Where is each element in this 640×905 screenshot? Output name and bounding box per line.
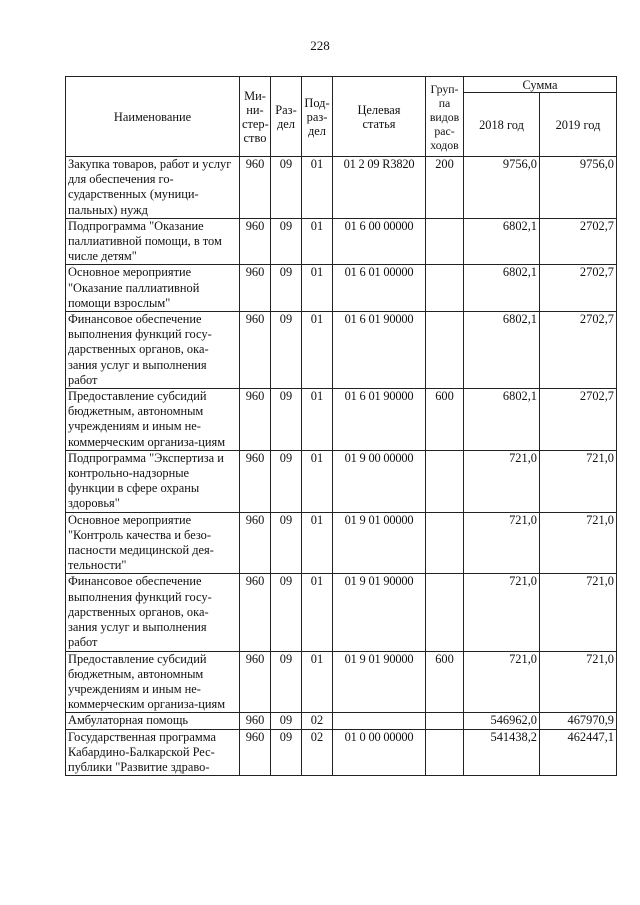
cell-group	[426, 512, 464, 574]
cell-sum-2018: 721,0	[464, 512, 540, 574]
cell-group	[426, 729, 464, 776]
cell-group	[426, 450, 464, 512]
cell-sum-2019: 2702,7	[540, 389, 617, 451]
cell-subsection: 01	[302, 312, 333, 389]
cell-target: 01 0 00 00000	[333, 729, 426, 776]
cell-target: 01 9 01 90000	[333, 651, 426, 713]
cell-sum-2018: 9756,0	[464, 157, 540, 219]
cell-group: 200	[426, 157, 464, 219]
cell-subsection: 01	[302, 651, 333, 713]
cell-ministry: 960	[240, 713, 271, 729]
cell-sum-2018: 546962,0	[464, 713, 540, 729]
header-ministry: Ми- ни- стер- ство	[240, 77, 271, 157]
cell-sum-2018: 6802,1	[464, 218, 540, 265]
header-section: Раз- дел	[271, 77, 302, 157]
cell-section: 09	[271, 713, 302, 729]
cell-ministry: 960	[240, 312, 271, 389]
cell-target: 01 9 00 00000	[333, 450, 426, 512]
cell-ministry: 960	[240, 651, 271, 713]
cell-sum-2019: 721,0	[540, 450, 617, 512]
cell-target: 01 9 01 00000	[333, 512, 426, 574]
table-header	[66, 77, 617, 157]
page-number: 228	[310, 38, 330, 53]
cell-group: 600	[426, 389, 464, 451]
cell-subsection: 02	[302, 729, 333, 776]
table-row	[66, 713, 617, 729]
table-body	[66, 157, 617, 776]
cell-section: 09	[271, 312, 302, 389]
cell-ministry: 960	[240, 512, 271, 574]
cell-group	[426, 574, 464, 651]
cell-group	[426, 312, 464, 389]
cell-section: 09	[271, 574, 302, 651]
cell-ministry: 960	[240, 729, 271, 776]
cell-section: 09	[271, 651, 302, 713]
cell-sum-2019: 2702,7	[540, 218, 617, 265]
cell-subsection: 02	[302, 713, 333, 729]
cell-ministry: 960	[240, 218, 271, 265]
table-row	[66, 450, 617, 512]
cell-ministry: 960	[240, 450, 271, 512]
table-row	[66, 389, 617, 451]
cell-subsection: 01	[302, 218, 333, 265]
cell-sum-2018: 721,0	[464, 574, 540, 651]
cell-target: 01 6 01 90000	[333, 312, 426, 389]
table-row	[66, 729, 617, 776]
header-name: Наименование	[66, 77, 240, 157]
cell-section: 09	[271, 218, 302, 265]
cell-ministry: 960	[240, 574, 271, 651]
cell-sum-2018: 721,0	[464, 450, 540, 512]
table-row	[66, 157, 617, 219]
cell-sum-2019: 9756,0	[540, 157, 617, 219]
header-subsection: Под- раз- дел	[302, 77, 333, 157]
cell-ministry: 960	[240, 157, 271, 219]
table-row	[66, 265, 617, 312]
cell-subsection: 01	[302, 265, 333, 312]
cell-name: Основное мероприятие "Контроль качества и безо-пасности медицинской дея-тельности"	[66, 512, 240, 574]
cell-target	[333, 713, 426, 729]
cell-sum-2018: 541438,2	[464, 729, 540, 776]
cell-sum-2019: 2702,7	[540, 312, 617, 389]
cell-target: 01 6 01 90000	[333, 389, 426, 451]
cell-target: 01 6 01 00000	[333, 265, 426, 312]
cell-sum-2019: 721,0	[540, 512, 617, 574]
cell-sum-2019: 467970,9	[540, 713, 617, 729]
cell-sum-2018: 6802,1	[464, 389, 540, 451]
cell-section: 09	[271, 450, 302, 512]
cell-group	[426, 265, 464, 312]
cell-target: 01 9 01 90000	[333, 574, 426, 651]
header-year-2019: 2019 год	[540, 93, 617, 157]
cell-name: Финансовое обеспечение выполнения функций госу-дарственных органов, ока-зания услуг и выполнения работ	[66, 312, 240, 389]
cell-name: Государственная программа Кабардино-Балкарской Рес-публики "Развитие здраво-	[66, 729, 240, 776]
cell-name: Предоставление субсидий бюджетным, автономным учреждениям и иным не-коммерческим организа-циям	[66, 389, 240, 451]
cell-target: 01 2 09 R3820	[333, 157, 426, 219]
header-group: Груп- па видов рас- ходов	[426, 77, 464, 157]
cell-section: 09	[271, 265, 302, 312]
cell-subsection: 01	[302, 389, 333, 451]
cell-sum-2019: 2702,7	[540, 265, 617, 312]
cell-sum-2019: 721,0	[540, 651, 617, 713]
cell-ministry: 960	[240, 389, 271, 451]
cell-subsection: 01	[302, 512, 333, 574]
cell-subsection: 01	[302, 157, 333, 219]
header-sum: Сумма	[464, 77, 617, 93]
cell-ministry: 960	[240, 265, 271, 312]
cell-name: Подпрограмма "Экспертиза и контрольно-надзорные функции в сфере охраны здоровья"	[66, 450, 240, 512]
cell-section: 09	[271, 389, 302, 451]
cell-sum-2019: 721,0	[540, 574, 617, 651]
header-year-2018: 2018 год	[464, 93, 540, 157]
table-row	[66, 312, 617, 389]
cell-name: Амбулаторная помощь	[66, 713, 240, 729]
header-target: Целевая статья	[333, 77, 426, 157]
budget-table	[65, 76, 617, 776]
cell-name: Закупка товаров, работ и услуг для обеспечения го-сударственных (муници-пальных) нужд	[66, 157, 240, 219]
table-row	[66, 574, 617, 651]
cell-group: 600	[426, 651, 464, 713]
table-row	[66, 651, 617, 713]
cell-group	[426, 713, 464, 729]
table-row	[66, 512, 617, 574]
cell-group	[426, 218, 464, 265]
cell-subsection: 01	[302, 574, 333, 651]
cell-section: 09	[271, 512, 302, 574]
cell-target: 01 6 00 00000	[333, 218, 426, 265]
cell-sum-2018: 6802,1	[464, 312, 540, 389]
cell-name: Предоставление субсидий бюджетным, автономным учреждениям и иным не-коммерческим организа-циям	[66, 651, 240, 713]
cell-section: 09	[271, 729, 302, 776]
cell-name: Финансовое обеспечение выполнения функций госу-дарственных органов, ока-зания услуг и выполнения работ	[66, 574, 240, 651]
cell-section: 09	[271, 157, 302, 219]
cell-sum-2019: 462447,1	[540, 729, 617, 776]
cell-subsection: 01	[302, 450, 333, 512]
cell-name: Подпрограмма "Оказание паллиативной помощи, в том числе детям"	[66, 218, 240, 265]
cell-sum-2018: 721,0	[464, 651, 540, 713]
table-row	[66, 218, 617, 265]
cell-name: Основное мероприятие "Оказание паллиативной помощи взрослым"	[66, 265, 240, 312]
cell-sum-2018: 6802,1	[464, 265, 540, 312]
